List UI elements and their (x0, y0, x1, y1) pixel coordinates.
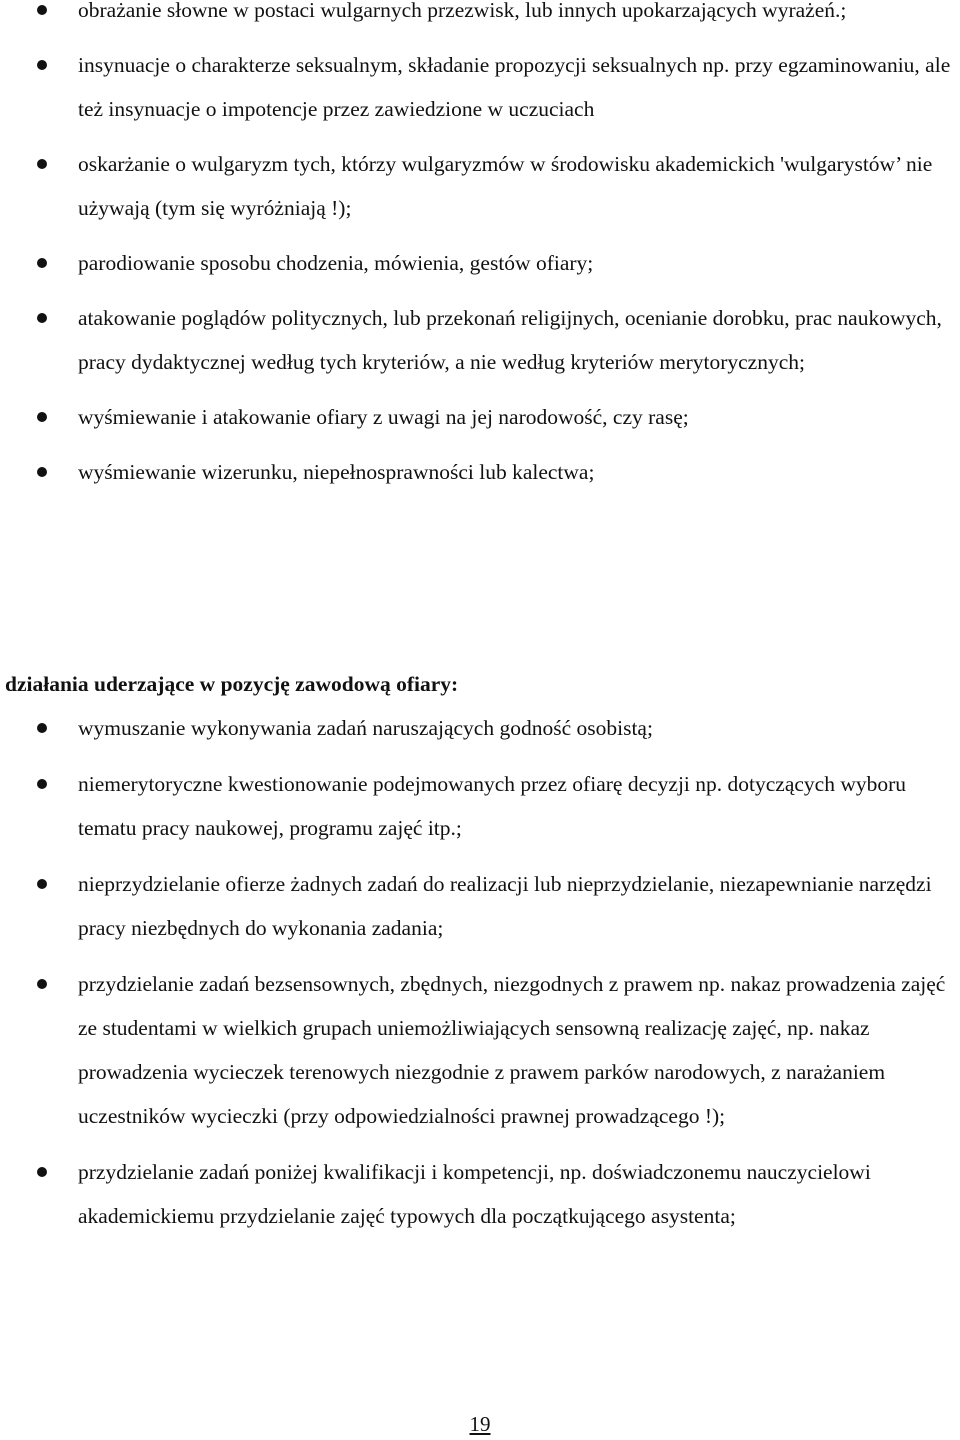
list-item (0, 142, 960, 230)
list-item (0, 0, 960, 32)
list-item-text: wyśmiewanie i atakowanie ofiary z uwagi na jej narodowość, czy rasę; (78, 405, 689, 429)
list-item-text: insynuacje o charakterze seksualnym, składanie propozycji seksualnych np. przy egzaminowaniu, ale też insynuacje o impotencje przez zawiedzione w uczuciach (78, 53, 951, 121)
bullet-icon (37, 258, 47, 268)
professional-actions-list (0, 706, 960, 1250)
list-item-text: parodiowanie sposobu chodzenia, mówienia, gestów ofiary; (78, 251, 594, 275)
list-item (0, 762, 960, 850)
bullet-icon (37, 779, 47, 789)
bullet-icon (37, 412, 47, 422)
list-item-text: niemerytoryczne kwestionowanie podejmowanych przez ofiarę decyzji np. dotyczących wyboru tematu pracy naukowej, programu zajęć itp.; (78, 772, 907, 840)
list-item (0, 241, 960, 285)
list-item-text: przydzielanie zadań bezsensownych, zbędnych, niezgodnych z prawem np. nakaz prowadzenia zajęć ze studentami w wielkich grupach uniemożliwiających sensowną realizację zajęć, np. nakaz prowadzenia wycieczek terenowych niezgodnie z prawem parków narodowych, z narażaniem uczestników wycieczki (przy odpowiedzialności prawnej prowadzącego !); (78, 972, 946, 1128)
section-heading: działania uderzające w pozycję zawodową ofiary: (5, 672, 459, 696)
list-item-text: wymuszanie wykonywania zadań naruszających godność osobistą; (78, 716, 653, 740)
list-item-text: nieprzydzielanie ofierze żadnych zadań do realizacji lub nieprzydzielanie, niezapewnianie narzędzi pracy niezbędnych do wykonania zadania; (78, 872, 932, 940)
list-item (0, 395, 960, 439)
bullet-icon (37, 879, 47, 889)
bullet-icon (37, 467, 47, 477)
behavior-list (0, 0, 960, 505)
bullet-icon (37, 5, 47, 15)
list-item (0, 1150, 960, 1238)
page-number: 19 (469, 1412, 491, 1436)
list-item (0, 962, 960, 1138)
list-item-text: obrażanie słowne w postaci wulgarnych przezwisk, lub innych upokarzających wyrażeń.; (78, 0, 847, 22)
list-item (0, 862, 960, 950)
list-item-text: wyśmiewanie wizerunku, niepełnosprawności lub kalectwa; (78, 460, 595, 484)
bullet-icon (37, 1167, 47, 1177)
list-item-text: przydzielanie zadań poniżej kwalifikacji i kompetencji, np. doświadczonemu nauczycielowi akademickiemu przydzielanie zajęć typowych dla początkującego asystenta; (78, 1160, 871, 1228)
list-item-text: atakowanie poglądów politycznych, lub przekonań religijnych, ocenianie dorobku, prac naukowych, pracy dydaktycznej według tych kryteriów, a nie według kryteriów merytorycznych; (78, 306, 942, 374)
bullet-icon (37, 313, 47, 323)
bullet-icon (37, 60, 47, 70)
list-item (0, 296, 960, 384)
list-item (0, 43, 960, 131)
list-item (0, 450, 960, 494)
bullet-icon (37, 723, 47, 733)
bullet-icon (37, 159, 47, 169)
list-item (0, 706, 960, 750)
bullet-icon (37, 979, 47, 989)
list-item-text: oskarżanie o wulgaryzm tych, którzy wulgaryzmów w środowisku akademickich 'wulgarystów’ nie używają (tym się wyróżniają !); (78, 152, 933, 220)
